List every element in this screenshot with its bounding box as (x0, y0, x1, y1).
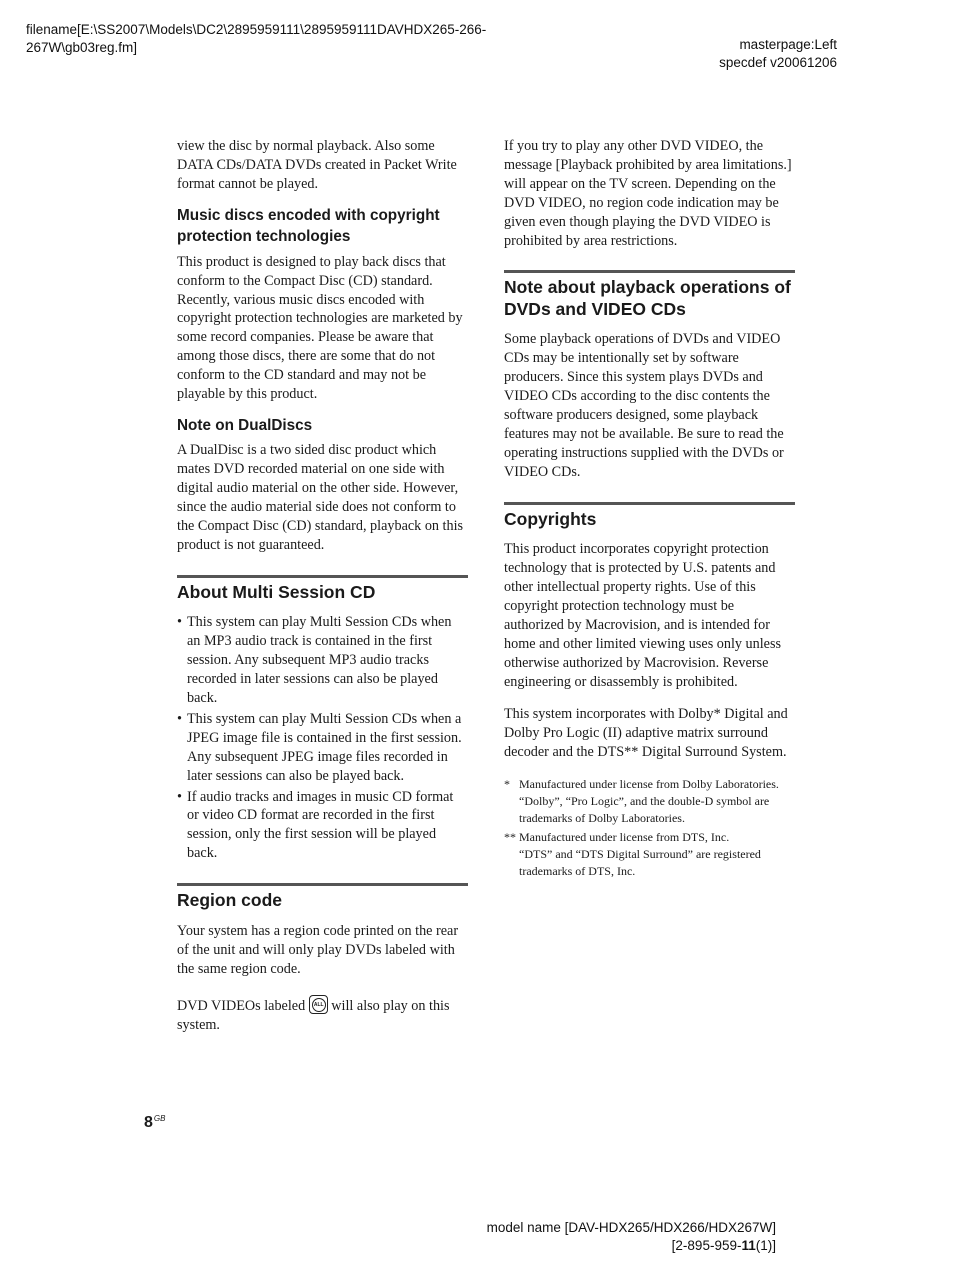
footnote-marker: * (504, 777, 510, 792)
copyrights-para2: This system incorporates with Dolby* Digital and Dolby Pro Logic (II) adaptive matrix surround decoder and the DTS** Digital Surround System. (504, 706, 788, 761)
left-column (177, 137, 468, 1035)
header-specdef-line: specdef v20061206 (719, 55, 837, 70)
header-filename-line2: 267W\gb03reg.fm] (26, 40, 138, 55)
copyrights-para1: This product incorporates copyright protection technology that is protected by U.S. patents and other intellectual property rights. Use of this copyright protection technology must be authorized by Macrovision, and is intended for home and other limited viewing uses only unless otherwise authorized by Macrovision. Reverse engineering or disassembly is prohibited. (504, 541, 782, 690)
footnote-line: “Dolby”, “Pro Logic”, and the double-D symbol are trademarks of Dolby Laboratories. (519, 794, 770, 826)
copyrights-section (504, 502, 795, 880)
footnote-line: “DTS” and “DTS Digital Surround” are registered trademarks of DTS, Inc. (519, 847, 761, 879)
left-intro-text: view the disc by normal playback. Also some DATA CDs/DATA DVDs created in Packet Write format cannot be played. (177, 138, 457, 192)
bullet-text: This system can play Multi Session CDs when a JPEG image file is contained in the first session. Any subsequent JPEG image files recorded in later sessions can also be played back. (187, 710, 462, 784)
dualdisc-body: A DualDisc is a two sided disc product which mates DVD recorded material on one side with digital audio material on the other side. However, since the audio material side does not conform to the Compact Disc (CD) standard, playback on this product is not guaranteed. (177, 442, 464, 553)
region-all-icon-label: ALL (312, 998, 326, 1012)
page-number-value: 8 (144, 1114, 153, 1131)
region-code-section (177, 883, 468, 1035)
region-code-para2-after: will also play on this system. (177, 998, 450, 1034)
header-filename (26, 21, 546, 57)
footer-model (487, 1219, 776, 1255)
footnote-dts (504, 829, 795, 880)
right-column (504, 137, 795, 880)
footnote-marker: ** (504, 830, 516, 845)
footnote-dolby (504, 776, 795, 827)
playback-ops-body: Some playback operations of DVDs and VIDEO CDs may be intentionally set by software producers. Since this system plays DVDs and VIDEO CDs according to the disc contents the software producers designed, some playback features may not be available. Be sure to read the operating instructions supplied with the DVDs or VIDEO CDs. (504, 331, 784, 480)
region-all-icon (309, 995, 328, 1014)
footer-code-prefix: [2-895-959- (671, 1238, 742, 1253)
list-item: • If audio tracks and images in music CD format or video CD format are recorded in the first session, only the first session will be played back. (177, 788, 454, 862)
dualdisc-heading: Note on DualDiscs (177, 416, 313, 434)
music-discs-body: This product is designed to play back discs that conform to the Compact Disc (CD) standard. Recently, various music discs encoded with copyright protection technologies are marketed by some record companies. Please be aware that among those discs, there are some that do not conform to the CD standard and may not be playable by this product. (177, 253, 463, 403)
right-intro-text: If you try to play any other DVD VIDEO, the message [Playback prohibited by area limitations.] will appear on the TV screen. Depending on the DVD VIDEO, no region code indication may be given even though playing the DVD VIDEO is prohibited by area restrictions. (504, 138, 792, 249)
footer-code-suffix: (1)] (755, 1238, 776, 1253)
footnote-line: Manufactured under license from Dolby Laboratories. (519, 777, 779, 792)
page-number (144, 1114, 165, 1132)
multi-session-list (177, 613, 468, 863)
footer-code-bold: 11 (741, 1238, 756, 1253)
music-discs-heading: Music discs encoded with copyright protection technologies (177, 206, 440, 246)
header-masterpage-line: masterpage:Left (739, 37, 837, 52)
multi-session-section (177, 575, 468, 863)
playback-ops-heading: Note about playback operations of DVDs and VIDEO CDs (504, 277, 791, 319)
footnotes (504, 776, 795, 880)
header-filename-line1: filename[E:\SS2007\Models\DC2\2895959111\2895959111DAVHDX265-266- (26, 22, 487, 37)
multi-session-heading: About Multi Session CD (177, 581, 376, 602)
region-code-heading: Region code (177, 890, 283, 911)
header-masterpage (719, 36, 837, 72)
playback-ops-section (504, 270, 795, 481)
page-number-suffix: GB (153, 1114, 166, 1123)
region-code-para1: Your system has a region code printed on the rear of the unit and will only play DVDs labeled with the same region code. (177, 922, 459, 977)
list-item: • This system can play Multi Session CDs when a JPEG image file is contained in the first session. Any subsequent JPEG image files recorded in later sessions can also be played back. (177, 710, 462, 784)
region-code-para2-before: DVD VIDEOs labeled (177, 998, 306, 1015)
copyrights-heading: Copyrights (504, 508, 597, 529)
list-item: • This system can play Multi Session CDs when an MP3 audio track is contained in the first session. Any subsequent MP3 audio tracks recorded in later sessions can also be played back. (177, 614, 452, 707)
bullet-text: This system can play Multi Session CDs when an MP3 audio track is contained in the first session. Any subsequent MP3 audio tracks recorded in later sessions can also be played back. (187, 614, 452, 707)
region-code-para2 (177, 995, 468, 1035)
bullet-text: If audio tracks and images in music CD format or video CD format are recorded in the first session, only the first session will be played back. (187, 788, 454, 862)
footnote-line: Manufactured under license from DTS, Inc. (519, 830, 730, 845)
footer-code (487, 1237, 776, 1255)
footer-model-name: model name [DAV-HDX265/HDX266/HDX267W] (486, 1220, 776, 1235)
